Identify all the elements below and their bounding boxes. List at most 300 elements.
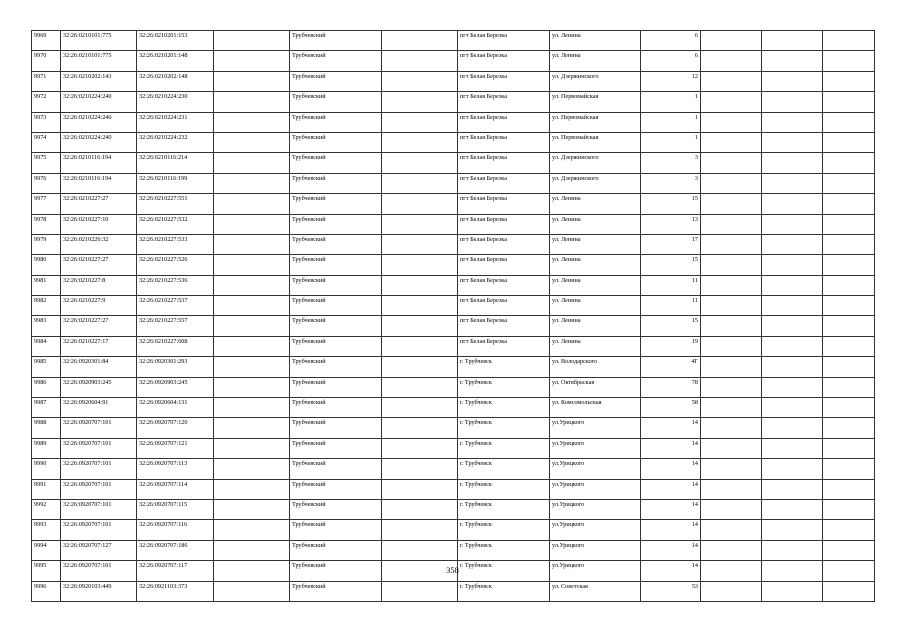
cell-empty-col-11 (762, 479, 823, 499)
cell-district: Трубчевский (290, 398, 382, 418)
cell-empty-col-4 (214, 459, 290, 479)
cell-district: Трубчевский (290, 336, 382, 356)
cell-empty-col-6 (382, 336, 458, 356)
cell-row-number: 9973 (32, 112, 61, 132)
cell-empty-col-4 (214, 398, 290, 418)
cell-empty-col-10 (701, 132, 762, 152)
table-row (32, 173, 875, 193)
table-row (32, 459, 875, 479)
cell-street: ул. Дзержинского (550, 173, 641, 193)
cell-empty-col-4 (214, 234, 290, 254)
cell-cadastral-object: 32:26:0920707:114 (137, 479, 214, 499)
cell-empty-col-6 (382, 581, 458, 601)
cell-empty-col-11 (762, 112, 823, 132)
cell-house-number: 12 (641, 71, 701, 91)
cell-empty-col-12 (823, 194, 875, 214)
cell-row-number: 9987 (32, 398, 61, 418)
cell-empty-col-12 (823, 153, 875, 173)
cell-cadastral-object: 32:26:0920301:293 (137, 357, 214, 377)
cell-empty-col-4 (214, 499, 290, 519)
cell-empty-col-4 (214, 581, 290, 601)
cell-street: ул.Урицкого (550, 438, 641, 458)
cell-empty-col-4 (214, 520, 290, 540)
cell-empty-col-6 (382, 398, 458, 418)
cell-empty-col-4 (214, 51, 290, 71)
cell-empty-col-6 (382, 418, 458, 438)
cell-cadastral-parcel: 32:26:0210101:775 (61, 31, 137, 51)
cell-empty-col-10 (701, 499, 762, 519)
cell-settlement: пгт Белая Березка (458, 336, 550, 356)
cell-empty-col-10 (701, 153, 762, 173)
cell-cadastral-parcel: 32:26:0210224:240 (61, 132, 137, 152)
cell-district: Трубчевский (290, 520, 382, 540)
cell-cadastral-parcel: 32:26:0920707:101 (61, 520, 137, 540)
cell-cadastral-parcel: 32:26:0210224:240 (61, 112, 137, 132)
cell-empty-col-6 (382, 540, 458, 560)
cell-cadastral-parcel: 32:26:0920707:101 (61, 479, 137, 499)
cell-empty-col-6 (382, 173, 458, 193)
cell-empty-col-6 (382, 71, 458, 91)
cell-empty-col-4 (214, 479, 290, 499)
cell-settlement: пгт Белая Березка (458, 275, 550, 295)
cell-street: ул. Ленина (550, 316, 641, 336)
cell-empty-col-10 (701, 255, 762, 275)
cell-empty-col-11 (762, 499, 823, 519)
cell-empty-col-4 (214, 153, 290, 173)
cell-settlement: пгт Белая Березка (458, 316, 550, 336)
cell-empty-col-12 (823, 275, 875, 295)
cell-cadastral-object: 32:26:0921103:373 (137, 581, 214, 601)
cell-street: ул. Ленина (550, 214, 641, 234)
cell-empty-col-10 (701, 112, 762, 132)
cell-cadastral-object: 32:26:0210201:153 (137, 31, 214, 51)
cell-house-number: 15 (641, 194, 701, 214)
cell-empty-col-4 (214, 438, 290, 458)
cell-settlement: г. Трубчевск (458, 499, 550, 519)
cell-empty-col-12 (823, 438, 875, 458)
cell-street: ул. Ленина (550, 51, 641, 71)
cell-empty-col-4 (214, 418, 290, 438)
cell-empty-col-6 (382, 132, 458, 152)
cell-empty-col-4 (214, 214, 290, 234)
cell-empty-col-12 (823, 377, 875, 397)
cell-empty-col-12 (823, 92, 875, 112)
cell-empty-col-10 (701, 214, 762, 234)
cell-row-number: 9980 (32, 255, 61, 275)
table-row (32, 581, 875, 601)
cell-row-number: 9971 (32, 71, 61, 91)
cell-empty-col-4 (214, 92, 290, 112)
cell-cadastral-parcel: 32:26:0920103:449 (61, 581, 137, 601)
cell-house-number: 14 (641, 520, 701, 540)
cell-cadastral-parcel: 32:26:0210101:775 (61, 51, 137, 71)
cell-row-number: 9982 (32, 296, 61, 316)
cell-house-number: 14 (641, 438, 701, 458)
cell-cadastral-object: 32:26:0210227:551 (137, 194, 214, 214)
cell-settlement: пгт Белая Березка (458, 296, 550, 316)
table-row (32, 112, 875, 132)
cell-empty-col-4 (214, 540, 290, 560)
cell-empty-col-10 (701, 71, 762, 91)
cell-empty-col-11 (762, 173, 823, 193)
cell-cadastral-object: 32:26:0920707:120 (137, 418, 214, 438)
table-body (32, 31, 875, 602)
cell-settlement: пгт Белая Березка (458, 194, 550, 214)
cell-empty-col-12 (823, 418, 875, 438)
table-row (32, 275, 875, 295)
cell-street: ул. Комсомольская (550, 398, 641, 418)
cell-settlement: пгт Белая Березка (458, 234, 550, 254)
cell-empty-col-11 (762, 581, 823, 601)
cell-empty-col-12 (823, 540, 875, 560)
cell-empty-col-6 (382, 234, 458, 254)
cell-empty-col-12 (823, 173, 875, 193)
cell-empty-col-6 (382, 479, 458, 499)
cell-district: Трубчевский (290, 561, 382, 581)
cell-district: Трубчевский (290, 194, 382, 214)
cell-empty-col-6 (382, 214, 458, 234)
cell-row-number: 9985 (32, 357, 61, 377)
cell-cadastral-parcel: 32:26:0210227:8 (61, 275, 137, 295)
cell-district: Трубчевский (290, 255, 382, 275)
cell-row-number: 9993 (32, 520, 61, 540)
cell-cadastral-object: 32:26:0210227:532 (137, 214, 214, 234)
cell-row-number: 9992 (32, 499, 61, 519)
cell-district: Трубчевский (290, 132, 382, 152)
cell-empty-col-4 (214, 316, 290, 336)
cell-cadastral-parcel: 32:26:0920707:101 (61, 459, 137, 479)
cell-street: ул. Ленина (550, 296, 641, 316)
cell-cadastral-object: 32:26:0210227:533 (137, 234, 214, 254)
table-row (32, 540, 875, 560)
cell-empty-col-6 (382, 51, 458, 71)
cell-empty-col-12 (823, 31, 875, 51)
cell-empty-col-6 (382, 459, 458, 479)
cell-empty-col-6 (382, 438, 458, 458)
table-row (32, 92, 875, 112)
cell-district: Трубчевский (290, 31, 382, 51)
table-row (32, 255, 875, 275)
cell-row-number: 9994 (32, 540, 61, 560)
cell-empty-col-11 (762, 438, 823, 458)
cell-cadastral-parcel: 32:26:0210224:240 (61, 92, 137, 112)
cell-empty-col-4 (214, 357, 290, 377)
cell-empty-col-10 (701, 438, 762, 458)
cell-row-number: 9974 (32, 132, 61, 152)
cell-empty-col-12 (823, 398, 875, 418)
cell-street: ул. Первомайская (550, 92, 641, 112)
table-row (32, 132, 875, 152)
cell-empty-col-11 (762, 398, 823, 418)
cell-cadastral-object: 32:26:0210224:231 (137, 112, 214, 132)
cell-house-number: 58 (641, 398, 701, 418)
cell-street: ул. Первомайская (550, 112, 641, 132)
cell-empty-col-10 (701, 377, 762, 397)
cell-empty-col-12 (823, 357, 875, 377)
cell-empty-col-6 (382, 255, 458, 275)
cell-empty-col-10 (701, 520, 762, 540)
cell-settlement: г. Трубчевск (458, 561, 550, 581)
table-row (32, 316, 875, 336)
cell-empty-col-4 (214, 173, 290, 193)
cell-cadastral-object: 32:26:0210227:536 (137, 275, 214, 295)
cell-empty-col-6 (382, 194, 458, 214)
cell-settlement: пгт Белая Березка (458, 71, 550, 91)
cell-empty-col-12 (823, 336, 875, 356)
cell-cadastral-parcel: 32:26:0920707:101 (61, 499, 137, 519)
cell-cadastral-parcel: 32:26:0210227:27 (61, 255, 137, 275)
cell-house-number: 13 (641, 214, 701, 234)
cell-house-number: 11 (641, 296, 701, 316)
cell-empty-col-11 (762, 275, 823, 295)
cell-row-number: 9991 (32, 479, 61, 499)
cell-district: Трубчевский (290, 92, 382, 112)
cell-empty-col-10 (701, 581, 762, 601)
cell-cadastral-object: 32:26:0210224:232 (137, 132, 214, 152)
cell-empty-col-11 (762, 92, 823, 112)
cell-cadastral-parcel: 32:26:0210227:27 (61, 194, 137, 214)
cell-house-number: 1 (641, 112, 701, 132)
table-row (32, 438, 875, 458)
cell-row-number: 9995 (32, 561, 61, 581)
cell-street: ул. Ленина (550, 255, 641, 275)
cell-empty-col-4 (214, 255, 290, 275)
cell-house-number: 14 (641, 499, 701, 519)
cell-empty-col-11 (762, 520, 823, 540)
cell-empty-col-11 (762, 336, 823, 356)
cell-cadastral-object: 32:26:0920604:131 (137, 398, 214, 418)
cell-empty-col-4 (214, 194, 290, 214)
cell-empty-col-10 (701, 31, 762, 51)
cell-empty-col-6 (382, 316, 458, 336)
cell-row-number: 9970 (32, 51, 61, 71)
cell-settlement: г. Трубчевск (458, 418, 550, 438)
cell-district: Трубчевский (290, 581, 382, 601)
cell-empty-col-10 (701, 398, 762, 418)
cell-empty-col-10 (701, 51, 762, 71)
cell-street: ул. Володарского (550, 357, 641, 377)
cell-district: Трубчевский (290, 51, 382, 71)
cell-empty-col-10 (701, 234, 762, 254)
cell-house-number: 3 (641, 173, 701, 193)
cell-house-number: 14 (641, 561, 701, 581)
page-number: 358 (446, 565, 459, 575)
cell-empty-col-11 (762, 540, 823, 560)
cell-cadastral-parcel: 32:26:0920707:101 (61, 418, 137, 438)
cell-row-number: 9977 (32, 194, 61, 214)
table-row (32, 418, 875, 438)
cell-cadastral-parcel: 32:26:0920707:101 (61, 561, 137, 581)
cell-empty-col-6 (382, 357, 458, 377)
cell-cadastral-object: 32:26:0210227:608 (137, 336, 214, 356)
cell-empty-col-6 (382, 92, 458, 112)
cell-settlement: г. Трубчевск (458, 357, 550, 377)
cell-empty-col-11 (762, 194, 823, 214)
cell-settlement: пгт Белая Березка (458, 153, 550, 173)
cell-house-number: 14 (641, 418, 701, 438)
cell-row-number: 9978 (32, 214, 61, 234)
cell-empty-col-4 (214, 336, 290, 356)
cell-empty-col-4 (214, 275, 290, 295)
cell-cadastral-parcel: 32:26:0920707:101 (61, 438, 137, 458)
cell-row-number: 9975 (32, 153, 61, 173)
cell-empty-col-12 (823, 581, 875, 601)
cell-street: ул.Урицкого (550, 479, 641, 499)
cell-empty-col-11 (762, 459, 823, 479)
cell-settlement: пгт Белая Березка (458, 51, 550, 71)
cell-street: ул. Октябрьская (550, 377, 641, 397)
cell-cadastral-parcel: 32:26:0210227:27 (61, 316, 137, 336)
cell-cadastral-parcel: 32:26:0210202:143 (61, 71, 137, 91)
cell-empty-col-6 (382, 499, 458, 519)
cell-empty-col-10 (701, 275, 762, 295)
cell-district: Трубчевский (290, 479, 382, 499)
cell-empty-col-6 (382, 112, 458, 132)
cell-settlement: г. Трубчевск (458, 540, 550, 560)
cell-empty-col-12 (823, 71, 875, 91)
cell-cadastral-object: 32:26:0210227:526 (137, 255, 214, 275)
table-row (32, 194, 875, 214)
table-row (32, 499, 875, 519)
cell-street: ул. Ленина (550, 31, 641, 51)
cell-cadastral-object: 32:26:0210227:557 (137, 316, 214, 336)
cell-empty-col-10 (701, 540, 762, 560)
cell-empty-col-12 (823, 112, 875, 132)
cell-empty-col-11 (762, 296, 823, 316)
cell-street: ул.Урицкого (550, 561, 641, 581)
cell-settlement: г. Трубчевск (458, 459, 550, 479)
cell-row-number: 9989 (32, 438, 61, 458)
cell-street: ул. Ленина (550, 194, 641, 214)
cell-settlement: пгт Белая Березка (458, 92, 550, 112)
table-row (32, 31, 875, 51)
cell-cadastral-object: 32:26:0920707:115 (137, 499, 214, 519)
cell-empty-col-4 (214, 31, 290, 51)
cell-district: Трубчевский (290, 438, 382, 458)
cell-cadastral-parcel: 32:26:0210116:194 (61, 173, 137, 193)
cell-empty-col-12 (823, 255, 875, 275)
cell-district: Трубчевский (290, 499, 382, 519)
cell-empty-col-10 (701, 92, 762, 112)
cell-district: Трубчевский (290, 296, 382, 316)
cell-empty-col-12 (823, 520, 875, 540)
cell-empty-col-12 (823, 51, 875, 71)
cell-district: Трубчевский (290, 112, 382, 132)
cell-empty-col-6 (382, 275, 458, 295)
cell-empty-col-11 (762, 234, 823, 254)
table-row (32, 153, 875, 173)
cell-settlement: г. Трубчевск (458, 581, 550, 601)
cell-row-number: 9972 (32, 92, 61, 112)
cell-empty-col-11 (762, 31, 823, 51)
cell-empty-col-4 (214, 112, 290, 132)
cell-cadastral-parcel: 32:26:0210227:17 (61, 336, 137, 356)
cell-empty-col-11 (762, 132, 823, 152)
table-row (32, 357, 875, 377)
cell-cadastral-object: 32:26:0210227:537 (137, 296, 214, 316)
cell-empty-col-4 (214, 71, 290, 91)
cell-house-number: 15 (641, 255, 701, 275)
cell-settlement: пгт Белая Березка (458, 112, 550, 132)
cell-settlement: г. Трубчевск (458, 398, 550, 418)
table-row (32, 398, 875, 418)
cell-house-number: 6 (641, 51, 701, 71)
cell-house-number: 14 (641, 479, 701, 499)
cell-cadastral-object: 32:26:0920707:116 (137, 520, 214, 540)
cell-district: Трубчевский (290, 377, 382, 397)
cell-empty-col-10 (701, 194, 762, 214)
cell-district: Трубчевский (290, 173, 382, 193)
cell-row-number: 9981 (32, 275, 61, 295)
cell-empty-col-6 (382, 520, 458, 540)
cell-cadastral-parcel: 32:26:0210116:194 (61, 153, 137, 173)
table-row (32, 296, 875, 316)
cell-district: Трубчевский (290, 316, 382, 336)
cell-street: ул.Урицкого (550, 459, 641, 479)
cell-settlement: г. Трубчевск (458, 438, 550, 458)
cell-empty-col-11 (762, 153, 823, 173)
cell-district: Трубчевский (290, 459, 382, 479)
cell-settlement: г. Трубчевск (458, 377, 550, 397)
cell-settlement: пгт Белая Березка (458, 173, 550, 193)
cell-empty-col-11 (762, 418, 823, 438)
cell-district: Трубчевский (290, 71, 382, 91)
cell-house-number: 11 (641, 275, 701, 295)
cell-house-number: 78 (641, 377, 701, 397)
cell-empty-col-10 (701, 296, 762, 316)
cell-empty-col-10 (701, 336, 762, 356)
table-row (32, 214, 875, 234)
cell-cadastral-parcel: 32:26:0920604:91 (61, 398, 137, 418)
cell-empty-col-11 (762, 71, 823, 91)
cell-empty-col-11 (762, 214, 823, 234)
cell-row-number: 9986 (32, 377, 61, 397)
cell-empty-col-6 (382, 31, 458, 51)
cell-house-number: 14 (641, 540, 701, 560)
cell-empty-col-4 (214, 377, 290, 397)
cell-house-number: 1 (641, 132, 701, 152)
cell-house-number: 4Г (641, 357, 701, 377)
registry-table (31, 30, 875, 602)
cell-settlement: пгт Белая Березка (458, 214, 550, 234)
cell-settlement: пгт Белая Березка (458, 255, 550, 275)
cell-empty-col-4 (214, 132, 290, 152)
table-row (32, 377, 875, 397)
cell-empty-col-11 (762, 316, 823, 336)
cell-street: ул. Ленина (550, 275, 641, 295)
cell-empty-col-6 (382, 377, 458, 397)
cell-street: ул. Ленина (550, 336, 641, 356)
cell-cadastral-object: 32:26:0920707:113 (137, 459, 214, 479)
cell-empty-col-11 (762, 357, 823, 377)
cell-row-number: 9969 (32, 31, 61, 51)
cell-settlement: пгт Белая Березка (458, 132, 550, 152)
cell-cadastral-object: 32:26:0210224:230 (137, 92, 214, 112)
cell-empty-col-10 (701, 459, 762, 479)
cell-settlement: пгт Белая Березка (458, 31, 550, 51)
cell-house-number: 1 (641, 92, 701, 112)
cell-settlement: г. Трубчевск (458, 520, 550, 540)
cell-row-number: 9996 (32, 581, 61, 601)
table-row (32, 71, 875, 91)
cell-empty-col-10 (701, 479, 762, 499)
cell-cadastral-parcel: 32:26:0920301:84 (61, 357, 137, 377)
cell-cadastral-parcel: 32:26:0210226:32 (61, 234, 137, 254)
cell-cadastral-parcel: 32:26:0920707:127 (61, 540, 137, 560)
cell-empty-col-12 (823, 214, 875, 234)
cell-house-number: 3 (641, 153, 701, 173)
cell-street: ул. Ленина (550, 234, 641, 254)
